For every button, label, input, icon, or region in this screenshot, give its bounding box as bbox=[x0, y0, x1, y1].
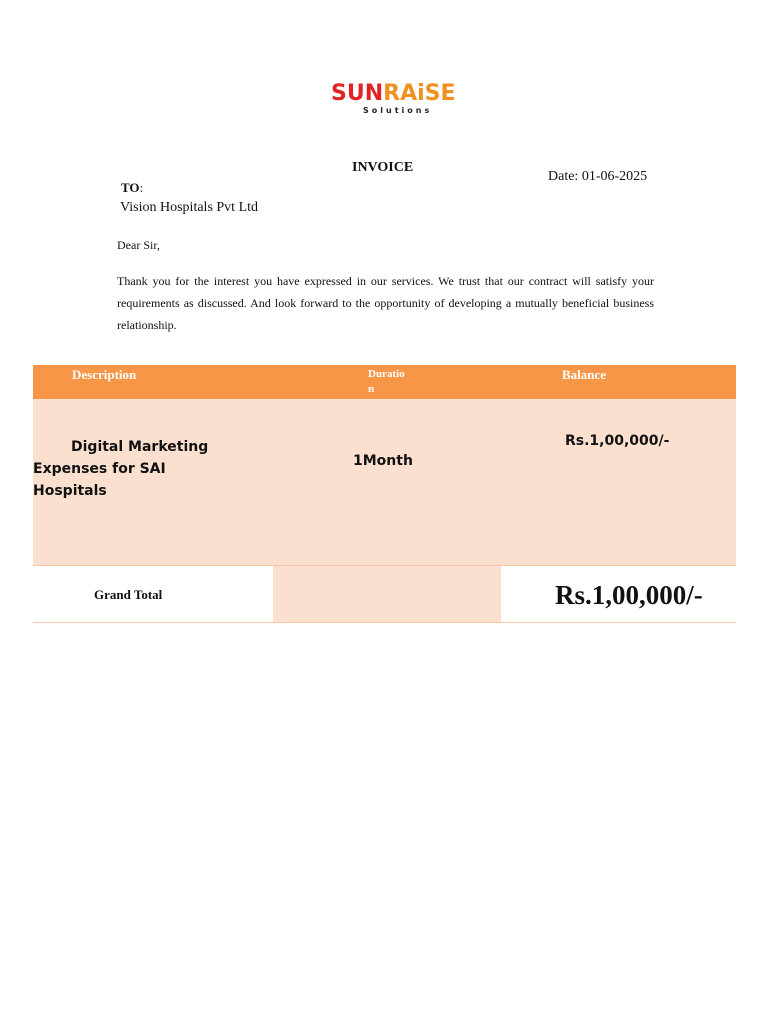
header-description: Description bbox=[72, 367, 137, 382]
grand-total-row bbox=[33, 565, 736, 623]
logo-wordmark bbox=[331, 82, 456, 106]
logo-wordmark-sun: SUN bbox=[331, 81, 384, 106]
company-logo bbox=[331, 80, 456, 120]
letter-body: Thank you for the interest you have expressed in our services. We trust that our contract will satisfy your requirements as discussed. And look forward to the opportunity of developing a mutually beneficial business relationship. bbox=[117, 274, 654, 332]
table-header bbox=[33, 365, 736, 399]
grand-total-amount: Rs.1,00,000/- bbox=[555, 580, 703, 610]
to-label bbox=[121, 180, 143, 196]
grand-total-spacer-cell bbox=[273, 566, 501, 622]
row-balance: Rs.1,00,000/- bbox=[565, 433, 670, 449]
row-duration: 1Month bbox=[353, 453, 413, 469]
salutation: Dear Sir, bbox=[117, 238, 160, 252]
to-label-colon: : bbox=[139, 180, 144, 195]
table-row bbox=[33, 399, 736, 565]
row-description: Digital Marketing Expenses for SAI Hospitals bbox=[33, 439, 209, 499]
logo-wordmark-rise: RAiSE bbox=[383, 81, 456, 106]
header-balance: Balance bbox=[562, 367, 607, 382]
grand-total-label: Grand Total bbox=[94, 587, 163, 602]
invoice-title: INVOICE bbox=[352, 160, 414, 175]
logo-tagline: Solutions bbox=[363, 106, 433, 115]
header-duration: Duration bbox=[368, 368, 405, 395]
recipient-name: Vision Hospitals Pvt Ltd bbox=[120, 200, 259, 215]
to-label-text: TO bbox=[121, 180, 140, 195]
invoice-date: Date: 01-06-2025 bbox=[548, 169, 648, 184]
